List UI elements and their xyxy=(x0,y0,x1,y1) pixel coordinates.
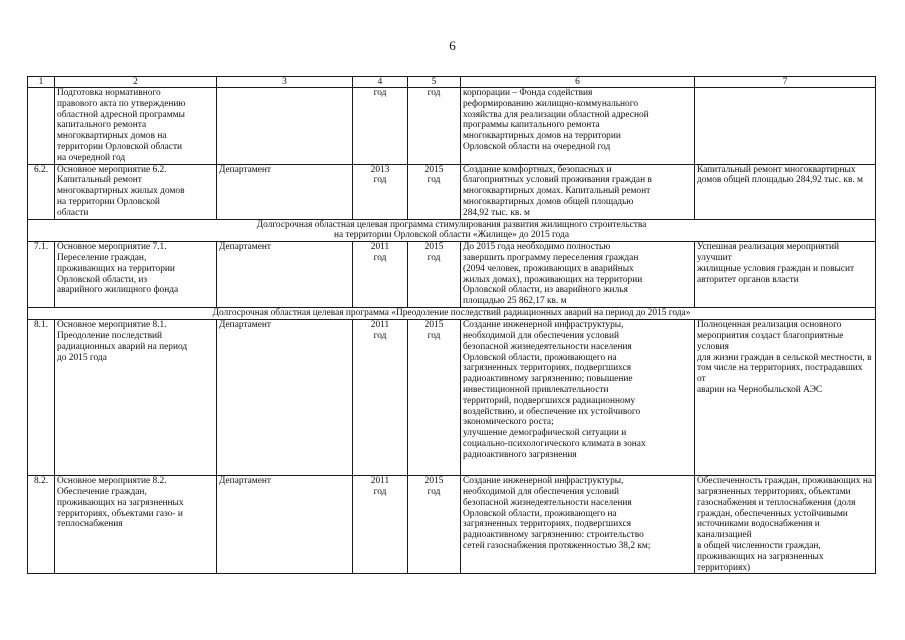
row-number: 7.1. xyxy=(28,242,55,308)
header-cell: 1 xyxy=(28,77,55,88)
start-year: 2013 год xyxy=(353,164,408,219)
row-number: 8.1. xyxy=(28,320,55,476)
effect: Полноценная реализация основного мероприятия создаст благоприятные условия для жизни граждан в сельской местности, в том числе на территориях, пострадавших от аварии на Чернобыльской АЭС xyxy=(695,320,876,476)
header-row xyxy=(28,77,876,88)
expected-result: Создание инженерной инфраструктуры, необходимой для обеспечения условий безопасной жизнедеятельности населения Орловской области, проживающего на загрязненных территориях, подвергшихся радиоактивному загрязнению: строительство сетей газоснабжения протяженностью 38,2 км; xyxy=(461,476,695,574)
activity-name: Основное мероприятие 8.2. Обеспечение граждан, проживающих на загрязненных территориях, объектами газо- и теплоснабжения xyxy=(55,476,217,574)
end-year: 2015 год xyxy=(408,242,461,308)
header-cell: 6 xyxy=(461,77,695,88)
executor: Департамент xyxy=(217,164,353,219)
header-cell: 7 xyxy=(695,77,876,88)
executor: Департамент xyxy=(217,242,353,308)
row-number xyxy=(28,88,55,165)
expected-result: До 2015 года необходимо полностью завершить программу переселения граждан (2094 человек, проживающих в аварийных жилых домах), проживающих на территории Орловской области, из аварийного жилья площадью 25 862,17 кв. м xyxy=(461,242,695,308)
effect: Успешная реализация мероприятий улучшит жилищные условия граждан и повысит авторитет органов власти xyxy=(695,242,876,308)
effect: Обеспеченность граждан, проживающих на загрязненных территориях, объектами газоснабжения и теплоснабжения (доля граждан, обеспеченных устойчивыми источниками водоснабжения и канализацией в общей численности граждан, проживающих на загрязненных территориях) xyxy=(695,476,876,574)
start-year: год xyxy=(353,88,408,165)
row-number: 8.2. xyxy=(28,476,55,574)
end-year: 2015 год xyxy=(408,164,461,219)
page-number: 6 xyxy=(449,38,456,53)
executor: Департамент xyxy=(217,320,353,476)
activity-name: Основное мероприятие 7.1. Переселение граждан, проживающих на территории Орловской области, из аварийного жилищного фонда xyxy=(55,242,217,308)
start-year: 2011 год xyxy=(353,242,408,308)
section-row xyxy=(28,308,876,320)
executor: Департамент xyxy=(217,476,353,574)
activity-name: Основное мероприятие 6.2. Капитальный ремонт многоквартирных жилых домов на территории Орловской области xyxy=(55,164,217,219)
section-title: Долгосрочная областная целевая программа стимулирования развития жилищного строительства на территории Орловской области «Жилище» до 2015 года xyxy=(28,219,876,242)
start-year: 2011 год xyxy=(353,476,408,574)
row-number: 6.2. xyxy=(28,164,55,219)
executor xyxy=(217,88,353,165)
start-year: 2011 год xyxy=(353,320,408,476)
activity-name: Основное мероприятие 8.1. Преодоление последствий радиационных аварий на период до 2015 года xyxy=(55,320,217,476)
table-row xyxy=(28,242,876,308)
end-year: год xyxy=(408,88,461,165)
header-cell: 3 xyxy=(217,77,353,88)
activity-name: Подготовка нормативного правового акта по утверждению областной адресной программы капитального ремонта многоквартирных домов на территории Орловской области на очередной год xyxy=(55,88,217,165)
expected-result: Создание комфортных, безопасных и благоприятных условий проживания граждан в многоквартирных домах. Капитальный ремонт многоквартирных домов общей площадью 284,92 тыс. кв. м xyxy=(461,164,695,219)
effect: Капитальный ремонт многоквартирных домов общей площадью 284,92 тыс. кв. м xyxy=(695,164,876,219)
section-title: Долгосрочная областная целевая программа «Преодоление последствий радиационных аварий на период до 2015 года» xyxy=(28,308,876,320)
header-cell: 5 xyxy=(408,77,461,88)
table-row xyxy=(28,164,876,219)
header-cell: 2 xyxy=(55,77,217,88)
effect xyxy=(695,88,876,165)
table-row xyxy=(28,88,876,165)
expected-result: Создание инженерной инфраструктуры, необходимой для обеспечения условий безопасной жизнедеятельности населения Орловской области, проживающего на загрязненных территориях, подвергшихся радиоактивному загрязнению; повышение инвестиционной привлекательности территорий, подвергшихся радиационному воздействию, и обеспечение их устойчивого экономического роста; улучшение демографической ситуации и социально-психологического климата в зонах радиоактивного загрязнения xyxy=(461,320,695,476)
expected-result: корпорации – Фонда содействия реформированию жилищно-коммунального хозяйства для реализации областной адресной программы капитального ремонта многоквартирных домов на территории Орловской области на очередной год xyxy=(461,88,695,165)
program-activities-table xyxy=(27,76,876,574)
table-row xyxy=(28,476,876,574)
header-cell: 4 xyxy=(353,77,408,88)
section-row xyxy=(28,219,876,242)
end-year: 2015 год xyxy=(408,320,461,476)
table-row xyxy=(28,320,876,476)
end-year: 2015 год xyxy=(408,476,461,574)
